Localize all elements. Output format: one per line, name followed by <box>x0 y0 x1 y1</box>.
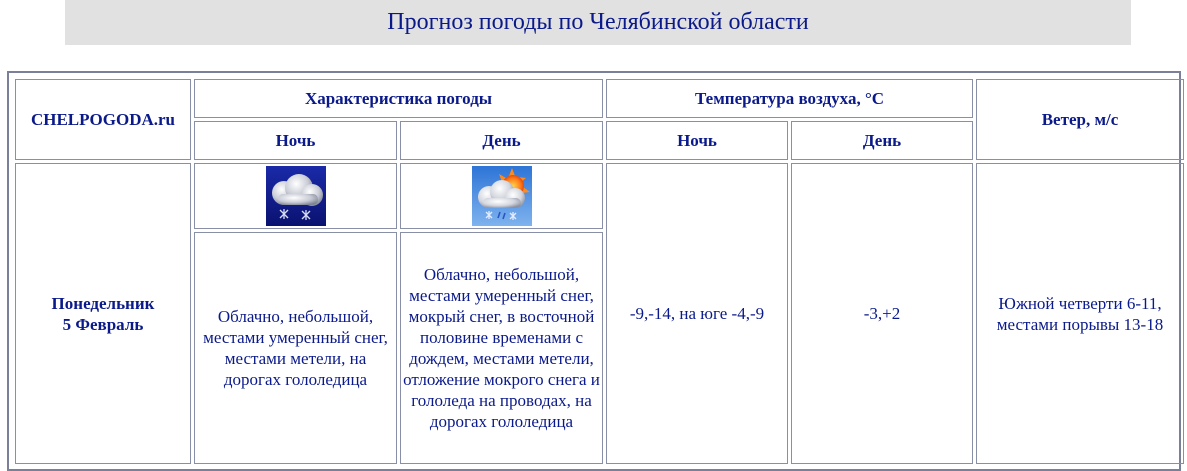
weather-night-header: Ночь <box>194 121 397 160</box>
page-title <box>65 0 1131 45</box>
forecast-row-icons <box>15 163 1184 229</box>
temp-day-header: День <box>791 121 973 160</box>
night-temp-cell: -9,-14, на юге -4,-9 <box>606 163 788 464</box>
temp-night-header: Ночь <box>606 121 788 160</box>
date-cell <box>15 163 191 464</box>
site-name-cell <box>15 79 191 160</box>
cloudy-snow-icon <box>266 166 326 226</box>
weather-day-header: День <box>400 121 603 160</box>
night-icon-cell <box>194 163 397 229</box>
forecast-table <box>12 76 1187 467</box>
wind-header: Ветер, м/с <box>976 79 1184 160</box>
date-label: 5 Февраль <box>62 314 144 334</box>
night-description: Облачно, небольшой, местами умеренный снег, местами метели, на дорогах гололедица <box>194 232 397 464</box>
temperature-header: Температура воздуха, °С <box>606 79 973 118</box>
wind-cell: Южной четверти 6-11, местами порывы 13-18 <box>976 163 1184 464</box>
forecast-table-frame <box>7 71 1181 471</box>
day-temp-cell: -3,+2 <box>791 163 973 464</box>
weather-header: Характеристика погоды <box>194 79 603 118</box>
weekday-label: Понедельник <box>51 293 155 313</box>
header-row-1 <box>15 79 1184 118</box>
day-icon-cell <box>400 163 603 229</box>
day-description: Облачно, небольшой, местами умеренный снег, мокрый снег, в восточной половине временами с дождем, местами метели, отложение мокрого снега и гололеда на проводах, на дорогах гололедица <box>400 232 603 464</box>
partly-cloudy-snow-rain-icon <box>472 166 532 226</box>
site-name: CHELPOGODA.ru <box>30 110 176 129</box>
page-title-text: Прогноз погоды по Челябинской области <box>387 9 809 35</box>
